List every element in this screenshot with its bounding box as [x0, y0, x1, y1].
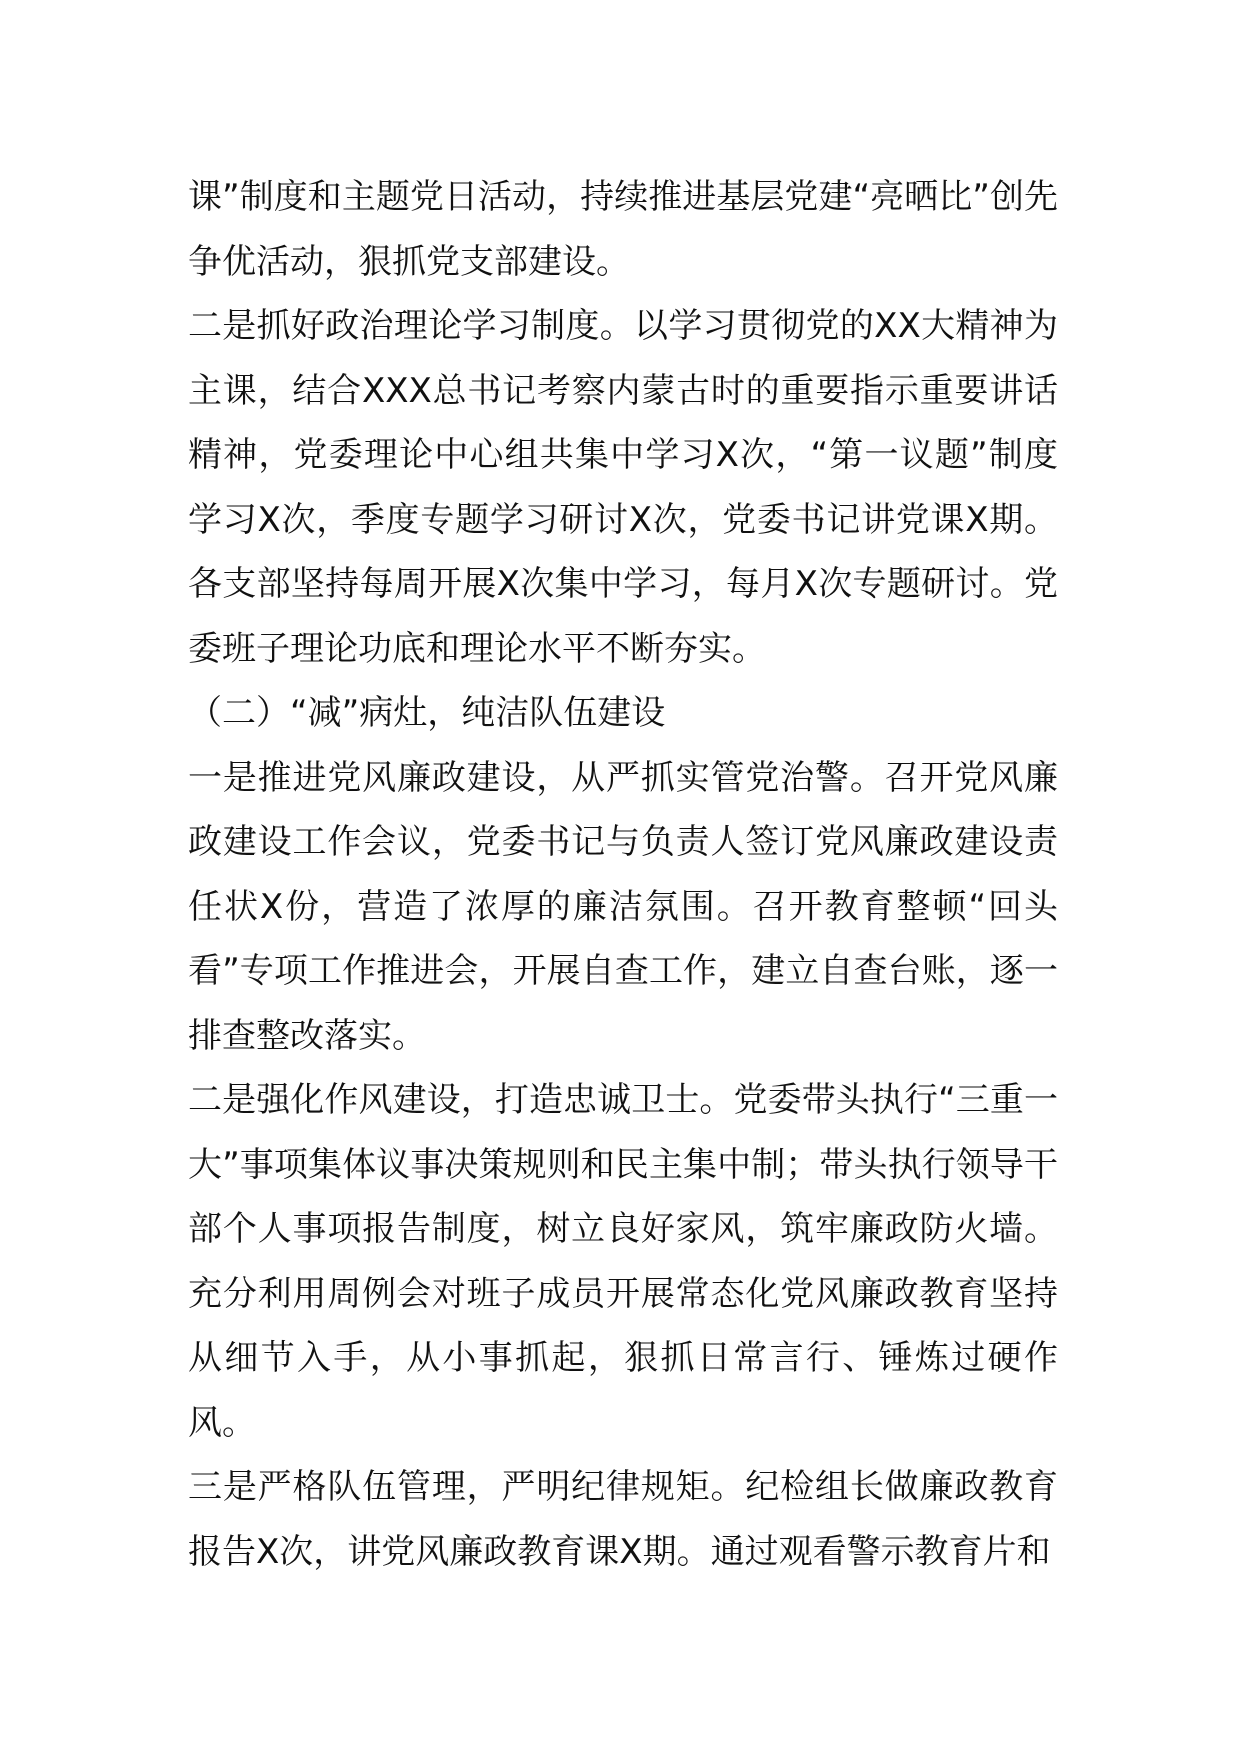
- paragraph-team-management: 三是严格队伍管理，严明纪律规矩。纪检组长做廉政教育报告X次，讲党风廉政教育课X期。通过观看警示教育片和: [188, 1467, 1058, 1572]
- paragraph-work-style: 二是强化作风建设，打造忠诚卫士。党委带头执行“三重一大”事项集体议事决策规则和民主集中制；带头执行领导干部个人事项报告制度，树立良好家风，筑牢廉政防火墙。充分利用周例会对班子成员开展常态化党风廉政教育坚持从细节入手，从小事抓起，狠抓日常言行、锤炼过硬作风。: [188, 1080, 1058, 1443]
- paragraph-political-theory-study: 二是抓好政治理论学习制度。以学习贯彻党的XX大精神为主课，结合XXX总书记考察内蒙古时的重要指示重要讲话精神，党委理论中心组共集中学习X次，“第一议题”制度学习X次，季度专题学习研讨X次，党委书记讲党课X期。各支部坚持每周开展X次集中学习，每月X次专题研讨。党委班子理论功底和理论水平不断夯实。: [188, 306, 1058, 669]
- document-body: [188, 165, 1058, 1584]
- section-heading-team-building: （二）“减”病灶，纯洁队伍建设: [188, 693, 666, 733]
- paragraph-clean-government: 一是推进党风廉政建设，从严抓实管党治警。召开党风廉政建设工作会议，党委书记与负责人签订党风廉政建设责任状X份，营造了浓厚的廉洁氛围。召开教育整顿“回头看”专项工作推进会，开展自查工作，建立自查台账，逐一排查整改落实。: [188, 757, 1058, 1056]
- paragraph-continuation: 课”制度和主题党日活动，持续推进基层党建“亮晒比”创先争优活动，狠抓党支部建设。: [188, 177, 1058, 282]
